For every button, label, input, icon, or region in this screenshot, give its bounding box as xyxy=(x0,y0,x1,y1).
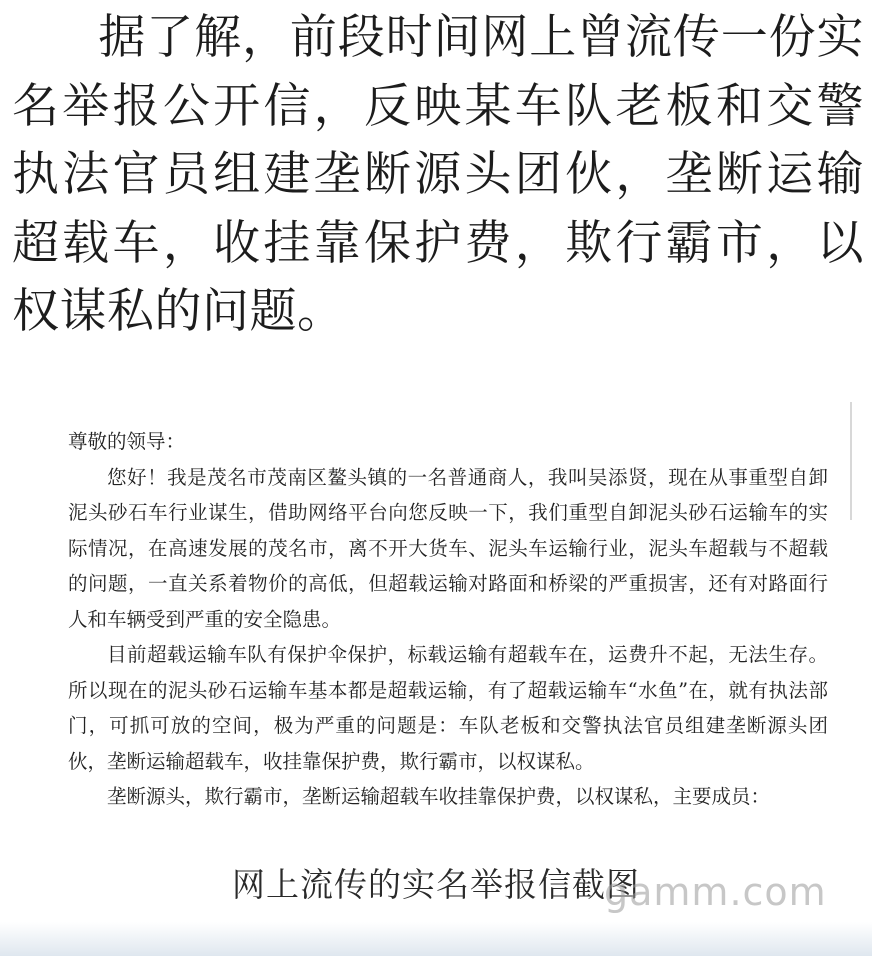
letter-screenshot xyxy=(0,400,872,840)
image-caption: 网上流传的实名举报信截图 xyxy=(232,865,640,904)
letter-paragraph-1: 您好！我是茂名市茂南区鳌头镇的一名普通商人，我叫吴添贤，现在从事重型自卸泥头砂石车行业谋生，借助网络平台向您反映一下，我们重型自卸泥头砂石运输车的实际情况，在高速发展的茂名市，离不开大货车、泥头车运输行业，泥头车超载与不超载的问题，一直关系着物价的高低，但超载运输对路面和桥梁的严重损害，还有对路面行人和车辆受到严重的安全隐患。 xyxy=(68,465,828,631)
bottom-fade xyxy=(0,922,872,956)
intro-paragraph xyxy=(12,4,864,347)
intro-text: 据了解，前段时间网上曾流传一份实名举报公开信，反映某车队老板和交警执法官员组建垄断源头团伙，垄断运输超载车，收挂靠保护费，欺行霸市，以权谋私的问题。 xyxy=(12,10,864,339)
letter-salutation: 尊敬的领导： xyxy=(68,430,186,453)
site-watermark: gamm.com xyxy=(604,870,827,914)
letter-paragraph-3: 垄断源头，欺行霸市，垄断运输超载车收挂靠保护费，以权谋私，主要成员： xyxy=(107,785,771,808)
letter-paragraph-2: 目前超载运输车队有保护伞保护，标载运输有超载车在，运费升不起，无法生存。所以现在的泥头砂石运输车基本都是超载运输，有了超载运输车“水鱼”在，就有执法部门，可抓可放的空间，极为严重的问题是：车队老板和交警执法官员组建垄断源头团伙，垄断运输超载车，收挂靠保护费，欺行霸市，以权谋私。 xyxy=(68,643,828,773)
page-edge-divider xyxy=(850,402,866,520)
letter-body xyxy=(68,424,828,815)
